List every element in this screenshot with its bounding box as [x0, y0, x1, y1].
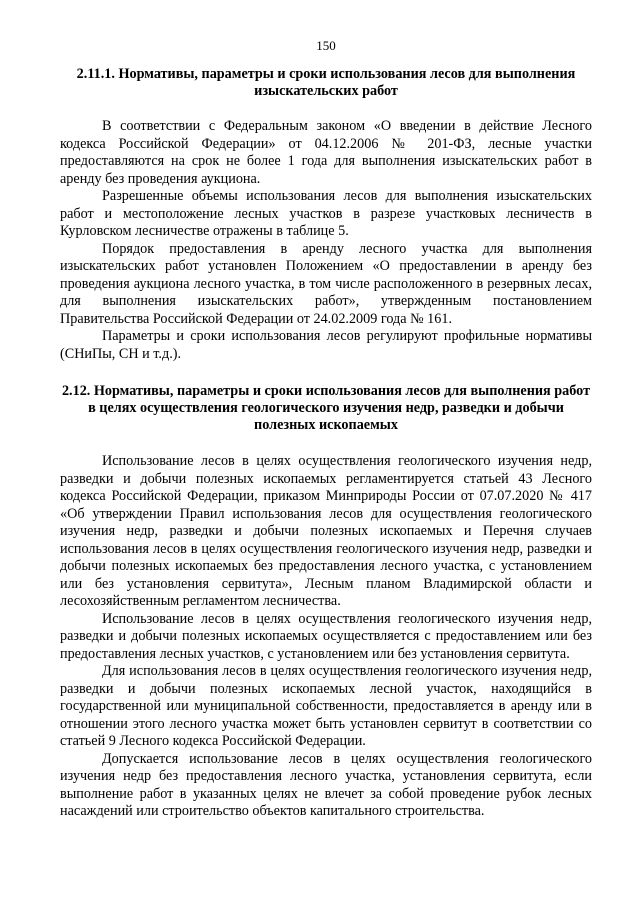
section-heading-2-12: 2.12. Нормативы, параметры и сроки использования лесов для выполнения работ в целях осуществления геологического изучения недр, разведки и добычи полезных ископаемых	[61, 383, 591, 433]
document-page	[60, 38, 592, 821]
section-body-2-11-1	[60, 118, 592, 363]
paragraph: Для использования лесов в целях осуществления геологического изучения недр, разведки и добычи полезных ископаемых лесной участок, находящийся в государственной или муниципальной собственности, предоставляется в аренду или в отношении этого лесного участка может быть установлен сервитут в соответствии со статьей 9 Лесного кодекса Российской Федерации.	[60, 663, 592, 749]
page-number: 150	[316, 38, 336, 53]
paragraph: Использование лесов в целях осуществления геологического изучения недр, разведки и добычи полезных ископаемых осуществляется с предоставлением или без предоставления лесных участков, с установлением или без установления сервитута.	[60, 610, 592, 662]
paragraph: Допускается использование лесов в целях осуществления геологического изучения недр без предоставления лесного участка, установления сервитута, если выполнение работ в указанных целях не влечет за собой проведение рубок лесных насаждений или строительство объектов капитального строительства.	[60, 750, 592, 819]
paragraph: Использование лесов в целях осуществления геологического изучения недр, разведки и добычи полезных ископаемых регламентируется статьей 43 Лесного кодекса Российской Федерации, приказом Минприроды России от 07.07.2020 № 417 «Об утверждении Правил использования лесов для осуществления геологического изучения недр, разведки и добычи полезных ископаемых и Перечня случаев использования лесов в целях осуществления геологического изучения недр, разведки и добычи полезных ископаемых без предоставления лесного участка, с установлением или без установления сервитута», Лесным планом Владимирской области и лесохозяйственным регламентом лесничества.	[60, 453, 592, 609]
section-body-2-12	[60, 453, 592, 821]
paragraph: Параметры и сроки использования лесов регулируют профильные нормативы (СНиПы, СН и т.д.).	[60, 328, 592, 362]
paragraph: Порядок предоставления в аренду лесного участка для выполнения изыскательских работ установлен Положением «О предоставлении в аренду без проведения аукциона лесного участка, в том числе расположенного в резервных лесах, для выполнения изыскательских работ», утвержденным постановлением Правительства Российской Федерации от 24.02.2009 года № 161.	[60, 240, 592, 327]
section-heading-2-11-1: 2.11.1. Нормативы, параметры и сроки использования лесов для выполнения изыскательских работ	[76, 66, 576, 99]
paragraph: Разрешенные объемы использования лесов для выполнения изыскательских работ и местоположение лесных участков в разрезе участковых лесничеств в Курловском лесничестве отражены в таблице 5.	[60, 188, 592, 239]
paragraph: В соответствии с Федеральным законом «О введении в действие Лесного кодекса Российской Федерации» от 04.12.2006 № 201-ФЗ, лесные участки предоставляются на срок не более 1 года для выполнения изыскательских работ в аренду без проведения аукциона.	[60, 118, 592, 187]
